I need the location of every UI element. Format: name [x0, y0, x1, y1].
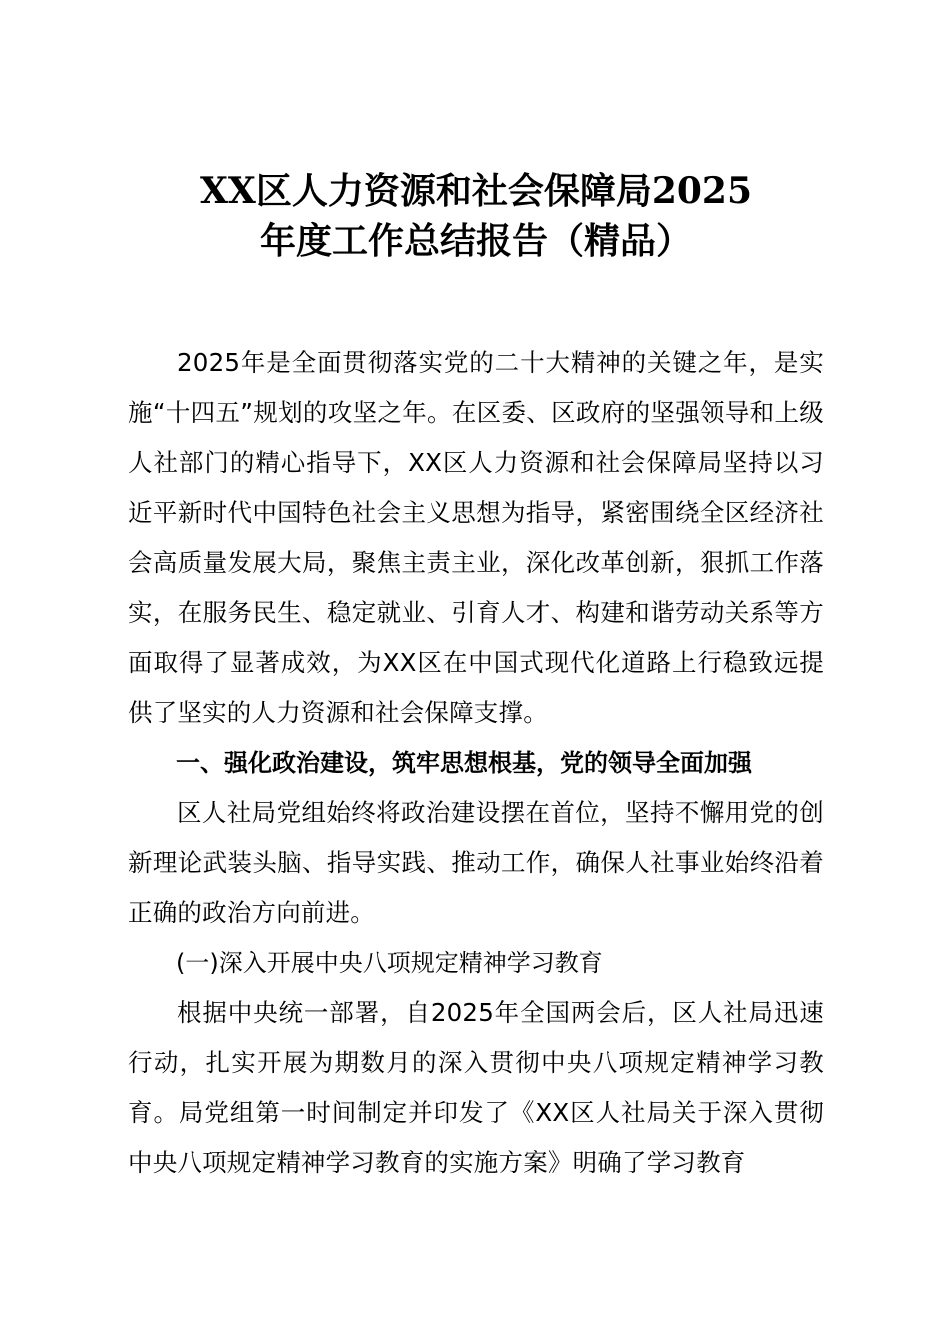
document-title [128, 166, 824, 266]
section-heading: 一、强化政治建设，筑牢思想根基，党的领导全面加强 [176, 749, 752, 777]
paragraph-subsection: 根据中央统一部署，自2025年全国两会后，区人社局迅速行动，扎实开展为期数月的深入贯彻中央八项规定精神学习教育。局党组第一时间制定并印发了《XX区人社局关于深入贯彻中央八项规定精神学习教育的实施方案》明确了学习教育 [128, 998, 824, 1177]
paragraph-section-intro: 区人社局党组始终将政治建设摆在首位，坚持不懈用党的创新理论武装头脑、指导实践、推动工作，确保人社事业始终沿着正确的政治方向前进。 [128, 798, 824, 927]
title-line-2: 年度工作总结报告（精品） [259, 220, 692, 262]
title-line-1: XX区人力资源和社会保障局2025 [199, 170, 753, 212]
subsection-heading: (一)深入开展中央八项规定精神学习教育 [176, 949, 603, 977]
document-body [128, 338, 824, 1188]
paragraph-intro: 2025年是全面贯彻落实党的二十大精神的关键之年，是实施“十四五”规划的攻坚之年。在区委、区政府的坚强领导和上级人社部门的精心指导下，XX区人力资源和社会保障局坚持以习近平新时代中国特色社会主义思想为指导，紧密围绕全区经济社会高质量发展大局，聚焦主责主业，深化改革创新，狠抓工作落实，在服务民生、稳定就业、引育人才、构建和谐劳动关系等方面取得了显著成效，为XX区在中国式现代化道路上行稳致远提供了坚实的人力资源和社会保障支撑。 [128, 348, 824, 727]
